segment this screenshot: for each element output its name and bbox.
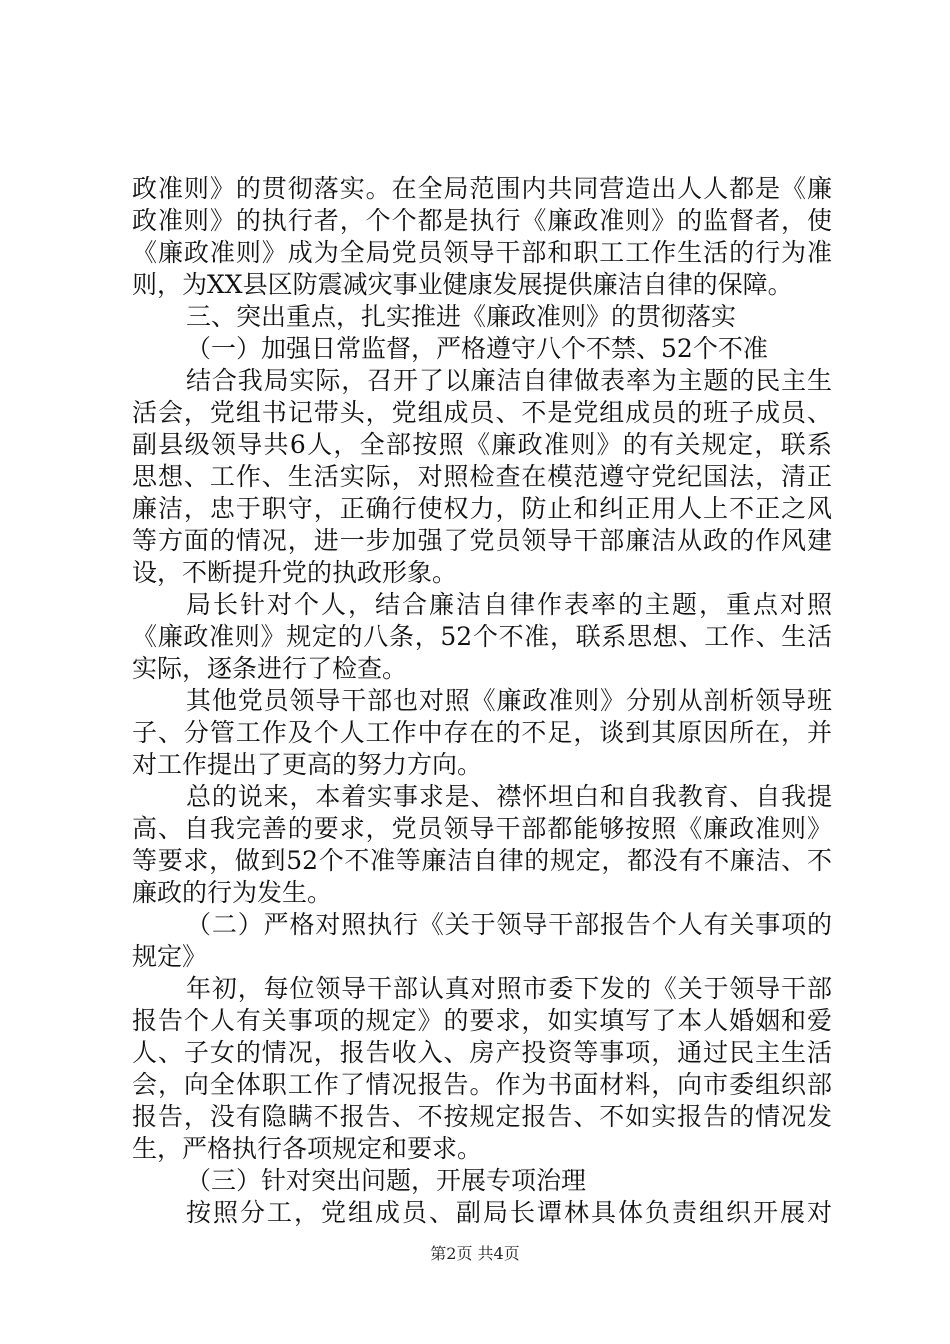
text-line: 廉洁，忠于职守，正确行使权力，防止和纠正用人上不正之风 (132, 494, 832, 523)
text-line: （三）针对突出问题，开展专项治理 (186, 1166, 587, 1195)
text-line: 《廉政准则》规定的八条，52个不准，联系思想、工作、生活 (132, 622, 832, 651)
text-line: 等方面的情况，进一步加强了党员领导干部廉洁从政的作风建 (132, 526, 832, 555)
text-line: 活会，党组书记带头，党组成员、不是党组成员的班子成员、 (132, 398, 832, 427)
text-line: 副县级领导共6人，全部按照《廉政准则》的有关规定，联系 (132, 430, 832, 459)
text-line: 按照分工，党组成员、副局长谭林具体负责组织开展对 (186, 1198, 832, 1227)
text-line: 年初，每位领导干部认真对照市委下发的《关于领导干部 (186, 974, 832, 1003)
text-line: 三、突出重点，扎实推进《廉政准则》的贯彻落实 (186, 302, 737, 331)
text-line: 会，向全体职工作了情况报告。作为书面材料，向市委组织部 (132, 1070, 832, 1099)
text-line: 政准则》的贯彻落实。在全局范围内共同营造出人人都是《廉 (132, 174, 832, 203)
text-line: 对工作提出了更高的努力方向。 (132, 750, 483, 779)
text-line: 局长针对个人，结合廉洁自律作表率的主题，重点对照 (186, 590, 832, 619)
text-line: 报告，没有隐瞒不报告、不按规定报告、不如实报告的情况发 (132, 1102, 832, 1131)
text-line: 子、分管工作及个人工作中存在的不足，谈到其原因所在，并 (132, 718, 832, 747)
text-line: 思想、工作、生活实际，对照检查在模范遵守党纪国法，清正 (132, 462, 832, 491)
text-line: 政准则》的执行者，个个都是执行《廉政准则》的监督者，使 (132, 206, 832, 235)
text-line: （一）加强日常监督，严格遵守八个不禁、52个不准 (186, 334, 768, 363)
text-line: 设，不断提升党的执政形象。 (132, 558, 458, 587)
page-footer: 第2页 共4页 (430, 1244, 520, 1263)
text-line: 生，严格执行各项规定和要求。 (132, 1134, 483, 1163)
text-line: 实际，逐条进行了检查。 (132, 654, 408, 683)
text-line: 高、自我完善的要求，党员领导干部都能够按照《廉政准则》 (132, 814, 832, 843)
text-line: （二）严格对照执行《关于领导干部报告个人有关事项的 (186, 910, 832, 939)
text-line: 规定》 (132, 942, 208, 971)
text-line: 结合我局实际，召开了以廉洁自律做表率为主题的民主生 (186, 366, 832, 395)
text-line: 则，为XX县区防震减灾事业健康发展提供廉洁自律的保障。 (132, 270, 793, 299)
text-line: 廉政的行为发生。 (132, 878, 333, 907)
text-line: 等要求，做到52个不准等廉洁自律的规定，都没有不廉洁、不 (132, 846, 832, 875)
document-body (132, 173, 832, 1229)
text-line: 报告个人有关事项的规定》的要求，如实填写了本人婚姻和爱 (132, 1006, 832, 1035)
text-line: 人、子女的情况，报告收入、房产投资等事项，通过民主生活 (132, 1038, 832, 1067)
text-line: 《廉政准则》成为全局党员领导干部和职工工作生活的行为准 (132, 238, 832, 267)
text-line: 其他党员领导干部也对照《廉政准则》分别从剖析领导班 (186, 686, 832, 715)
text-line: 总的说来，本着实事求是、襟怀坦白和自我教育、自我提 (186, 782, 832, 811)
